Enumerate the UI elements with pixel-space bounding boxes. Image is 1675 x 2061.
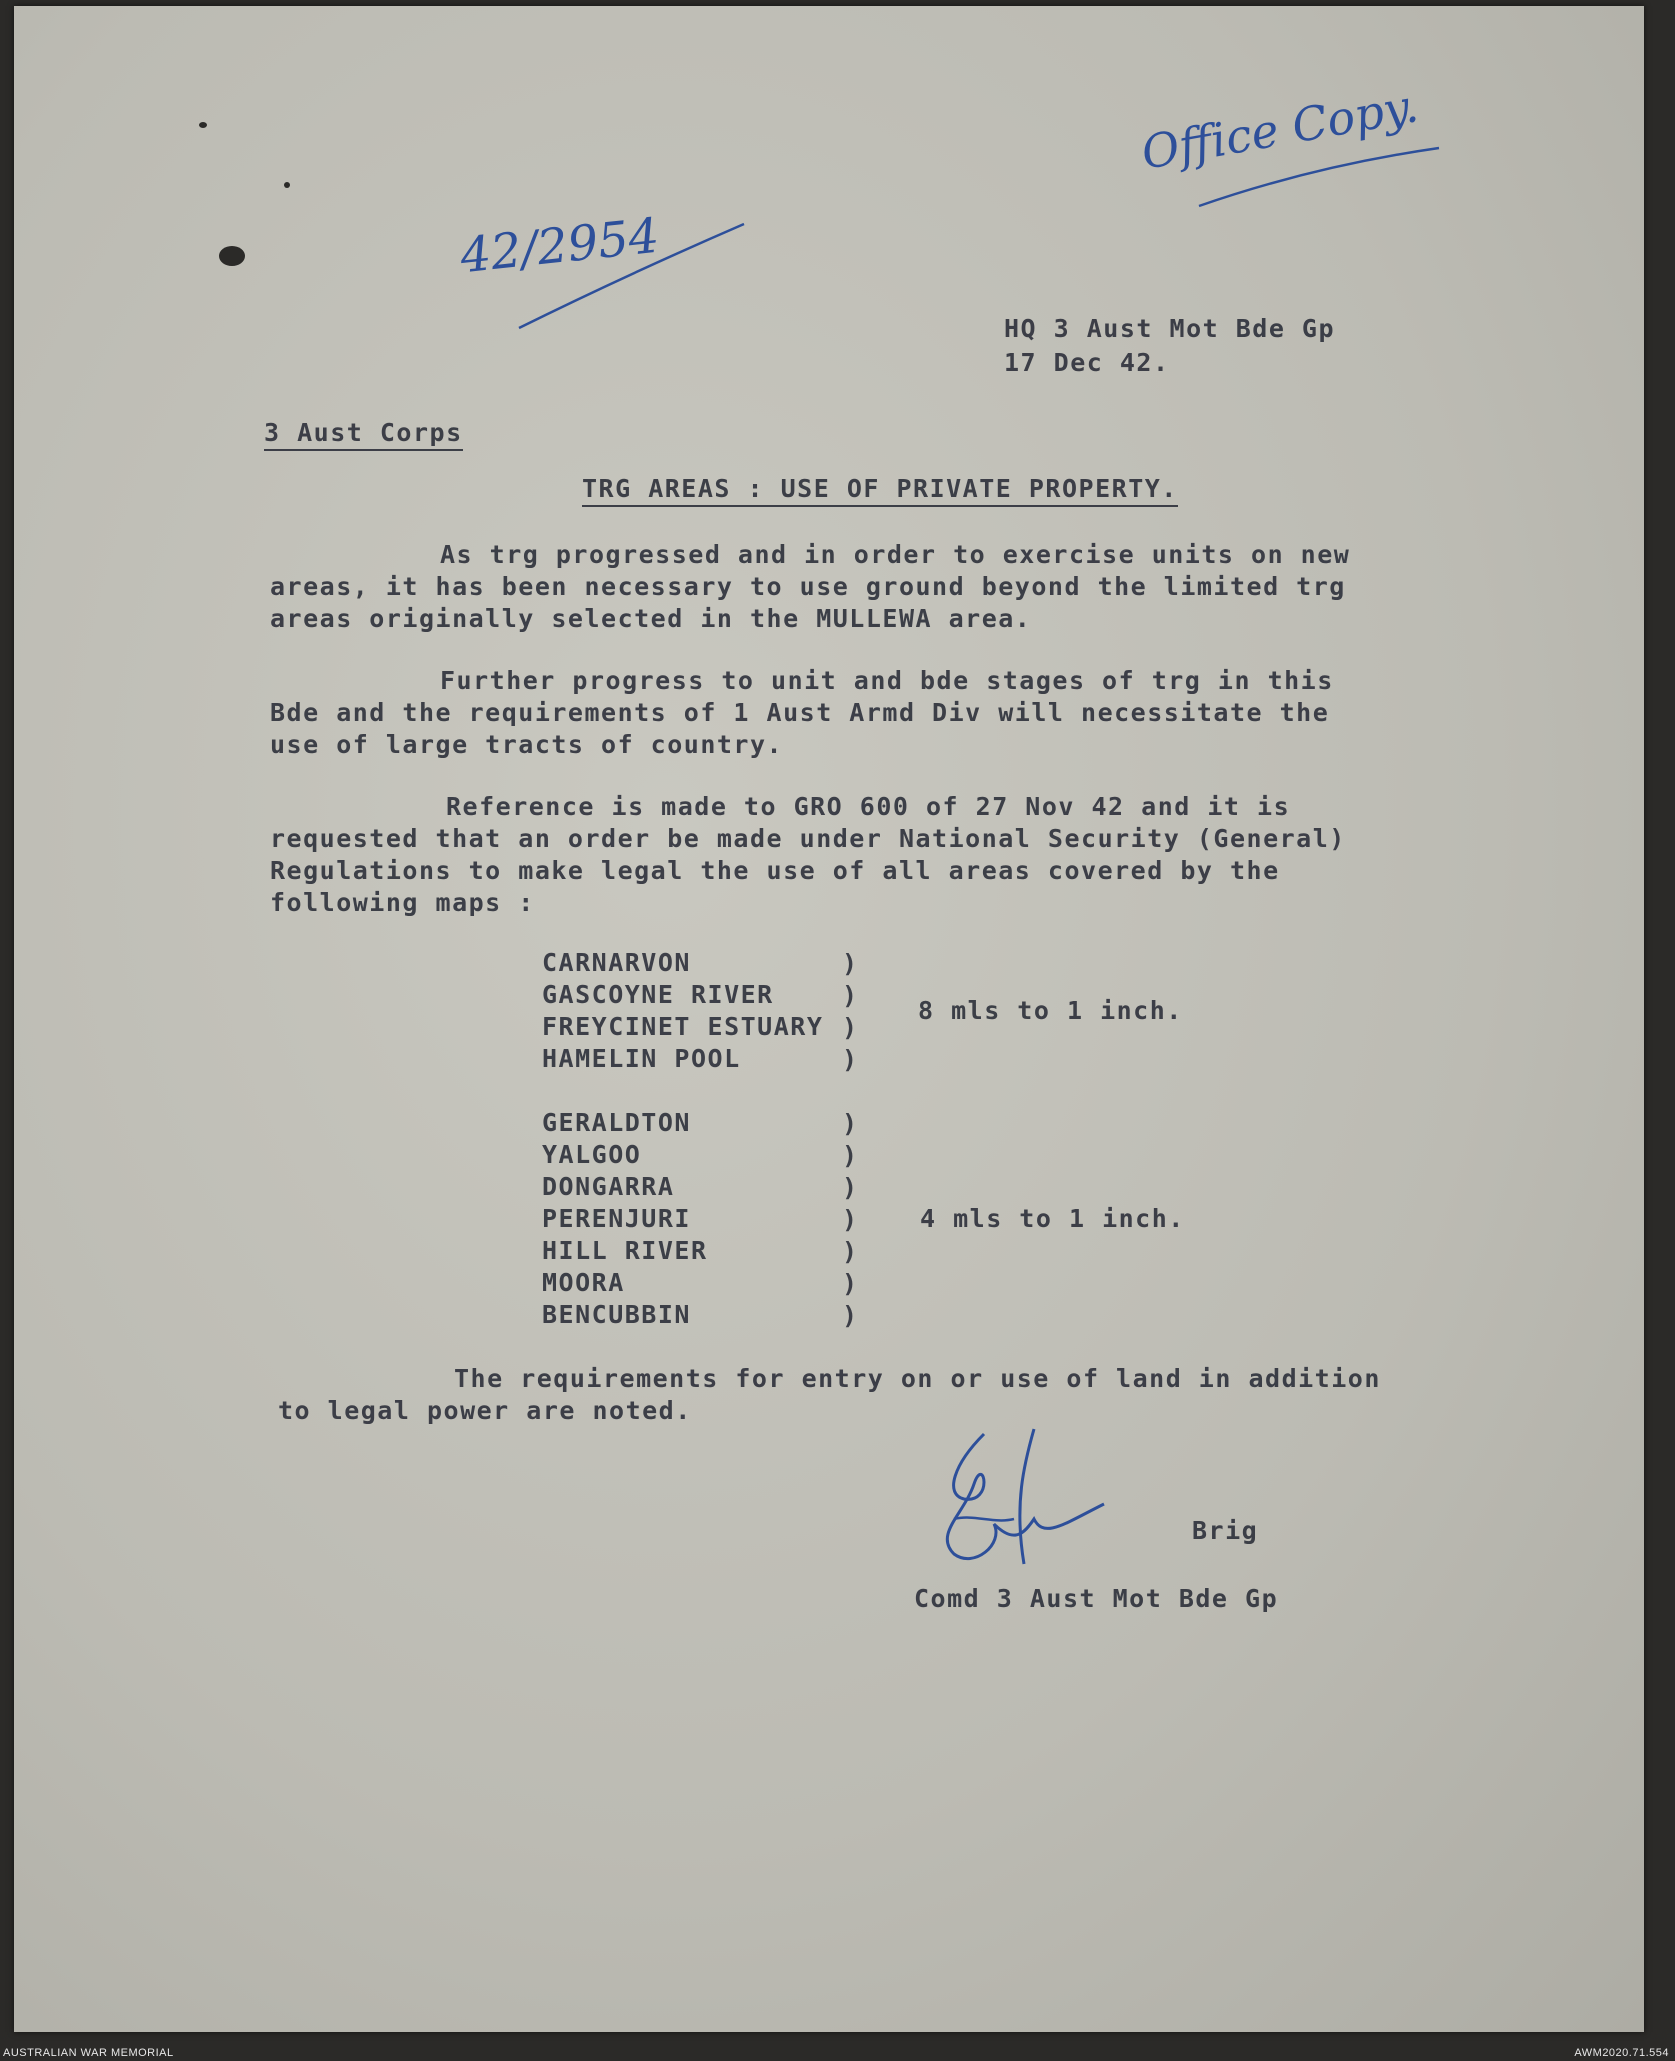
map-name: PERENJURI — [542, 1204, 691, 1233]
map-name: YALGOO — [542, 1140, 642, 1169]
paragraph-line: Bde and the requirements of 1 Aust Armd Div will necessitate the — [270, 698, 1330, 727]
map-name: FREYCINET ESTUARY — [542, 1012, 824, 1041]
map-scale: 8 mls to 1 inch. — [918, 996, 1183, 1025]
punch-hole-mark — [284, 182, 290, 188]
paragraph-line: Regulations to make legal the use of all areas covered by the — [270, 856, 1280, 885]
addressee: 3 Aust Corps — [264, 418, 463, 451]
paragraph-line: requested that an order be made under National Security (General) — [270, 824, 1346, 853]
map-name: HILL RIVER — [542, 1236, 708, 1265]
map-name: CARNARVON — [542, 948, 691, 977]
brace-mark: ) ) ) ) — [842, 949, 858, 1074]
file-number-annotation: 42/2954 — [457, 207, 662, 285]
signatory-appointment: Comd 3 Aust Mot Bde Gp — [914, 1584, 1279, 1613]
paragraph-line: use of large tracts of country. — [270, 730, 784, 759]
paragraph-line: to legal power are noted. — [278, 1396, 692, 1425]
map-name: HAMELIN POOL — [542, 1044, 741, 1073]
office-copy-annotation: Office Copy. — [1137, 78, 1423, 180]
paragraph-line: areas, it has been necessary to use ground beyond the limited trg — [270, 572, 1346, 601]
subject-title: TRG AREAS : USE OF PRIVATE PROPERTY. — [582, 474, 1178, 507]
map-name: BENCUBBIN — [542, 1300, 691, 1329]
map-name: GASCOYNE RIVER — [542, 980, 774, 1009]
paragraph-line: Further progress to unit and bde stages of trg in this — [440, 666, 1334, 695]
map-scale: 4 mls to 1 inch. — [920, 1204, 1185, 1233]
punch-hole-mark — [199, 122, 207, 128]
paragraph-line: The requirements for entry on or use of land in addition — [454, 1364, 1381, 1393]
map-name: DONGARRA — [542, 1172, 675, 1201]
archive-reference: AWM2020.71.554 — [1574, 2047, 1669, 2059]
map-name: MOORA — [542, 1268, 625, 1297]
map-name: GERALDTON — [542, 1108, 691, 1137]
punch-hole-mark — [219, 246, 245, 266]
paragraph-line: following maps : — [270, 888, 535, 917]
archive-institution: AUSTRALIAN WAR MEMORIAL — [3, 2047, 174, 2059]
brace-mark: ) ) ) ) ) ) ) — [842, 1109, 858, 1330]
handwritten-signature — [914, 1424, 1114, 1574]
paragraph-line: As trg progressed and in order to exercise units on new — [440, 540, 1351, 569]
office-copy-underline — [1194, 146, 1444, 216]
origin-header: HQ 3 Aust Mot Bde Gp — [1004, 314, 1336, 343]
signatory-rank: Brig — [1192, 1516, 1259, 1545]
document-page — [14, 6, 1644, 2032]
file-number-stroke — [514, 216, 754, 336]
date-header: 17 Dec 42. — [1004, 348, 1170, 377]
paragraph-line: areas originally selected in the MULLEWA area. — [270, 604, 1032, 633]
paragraph-line: Reference is made to GRO 600 of 27 Nov 42 and it is — [446, 792, 1291, 821]
